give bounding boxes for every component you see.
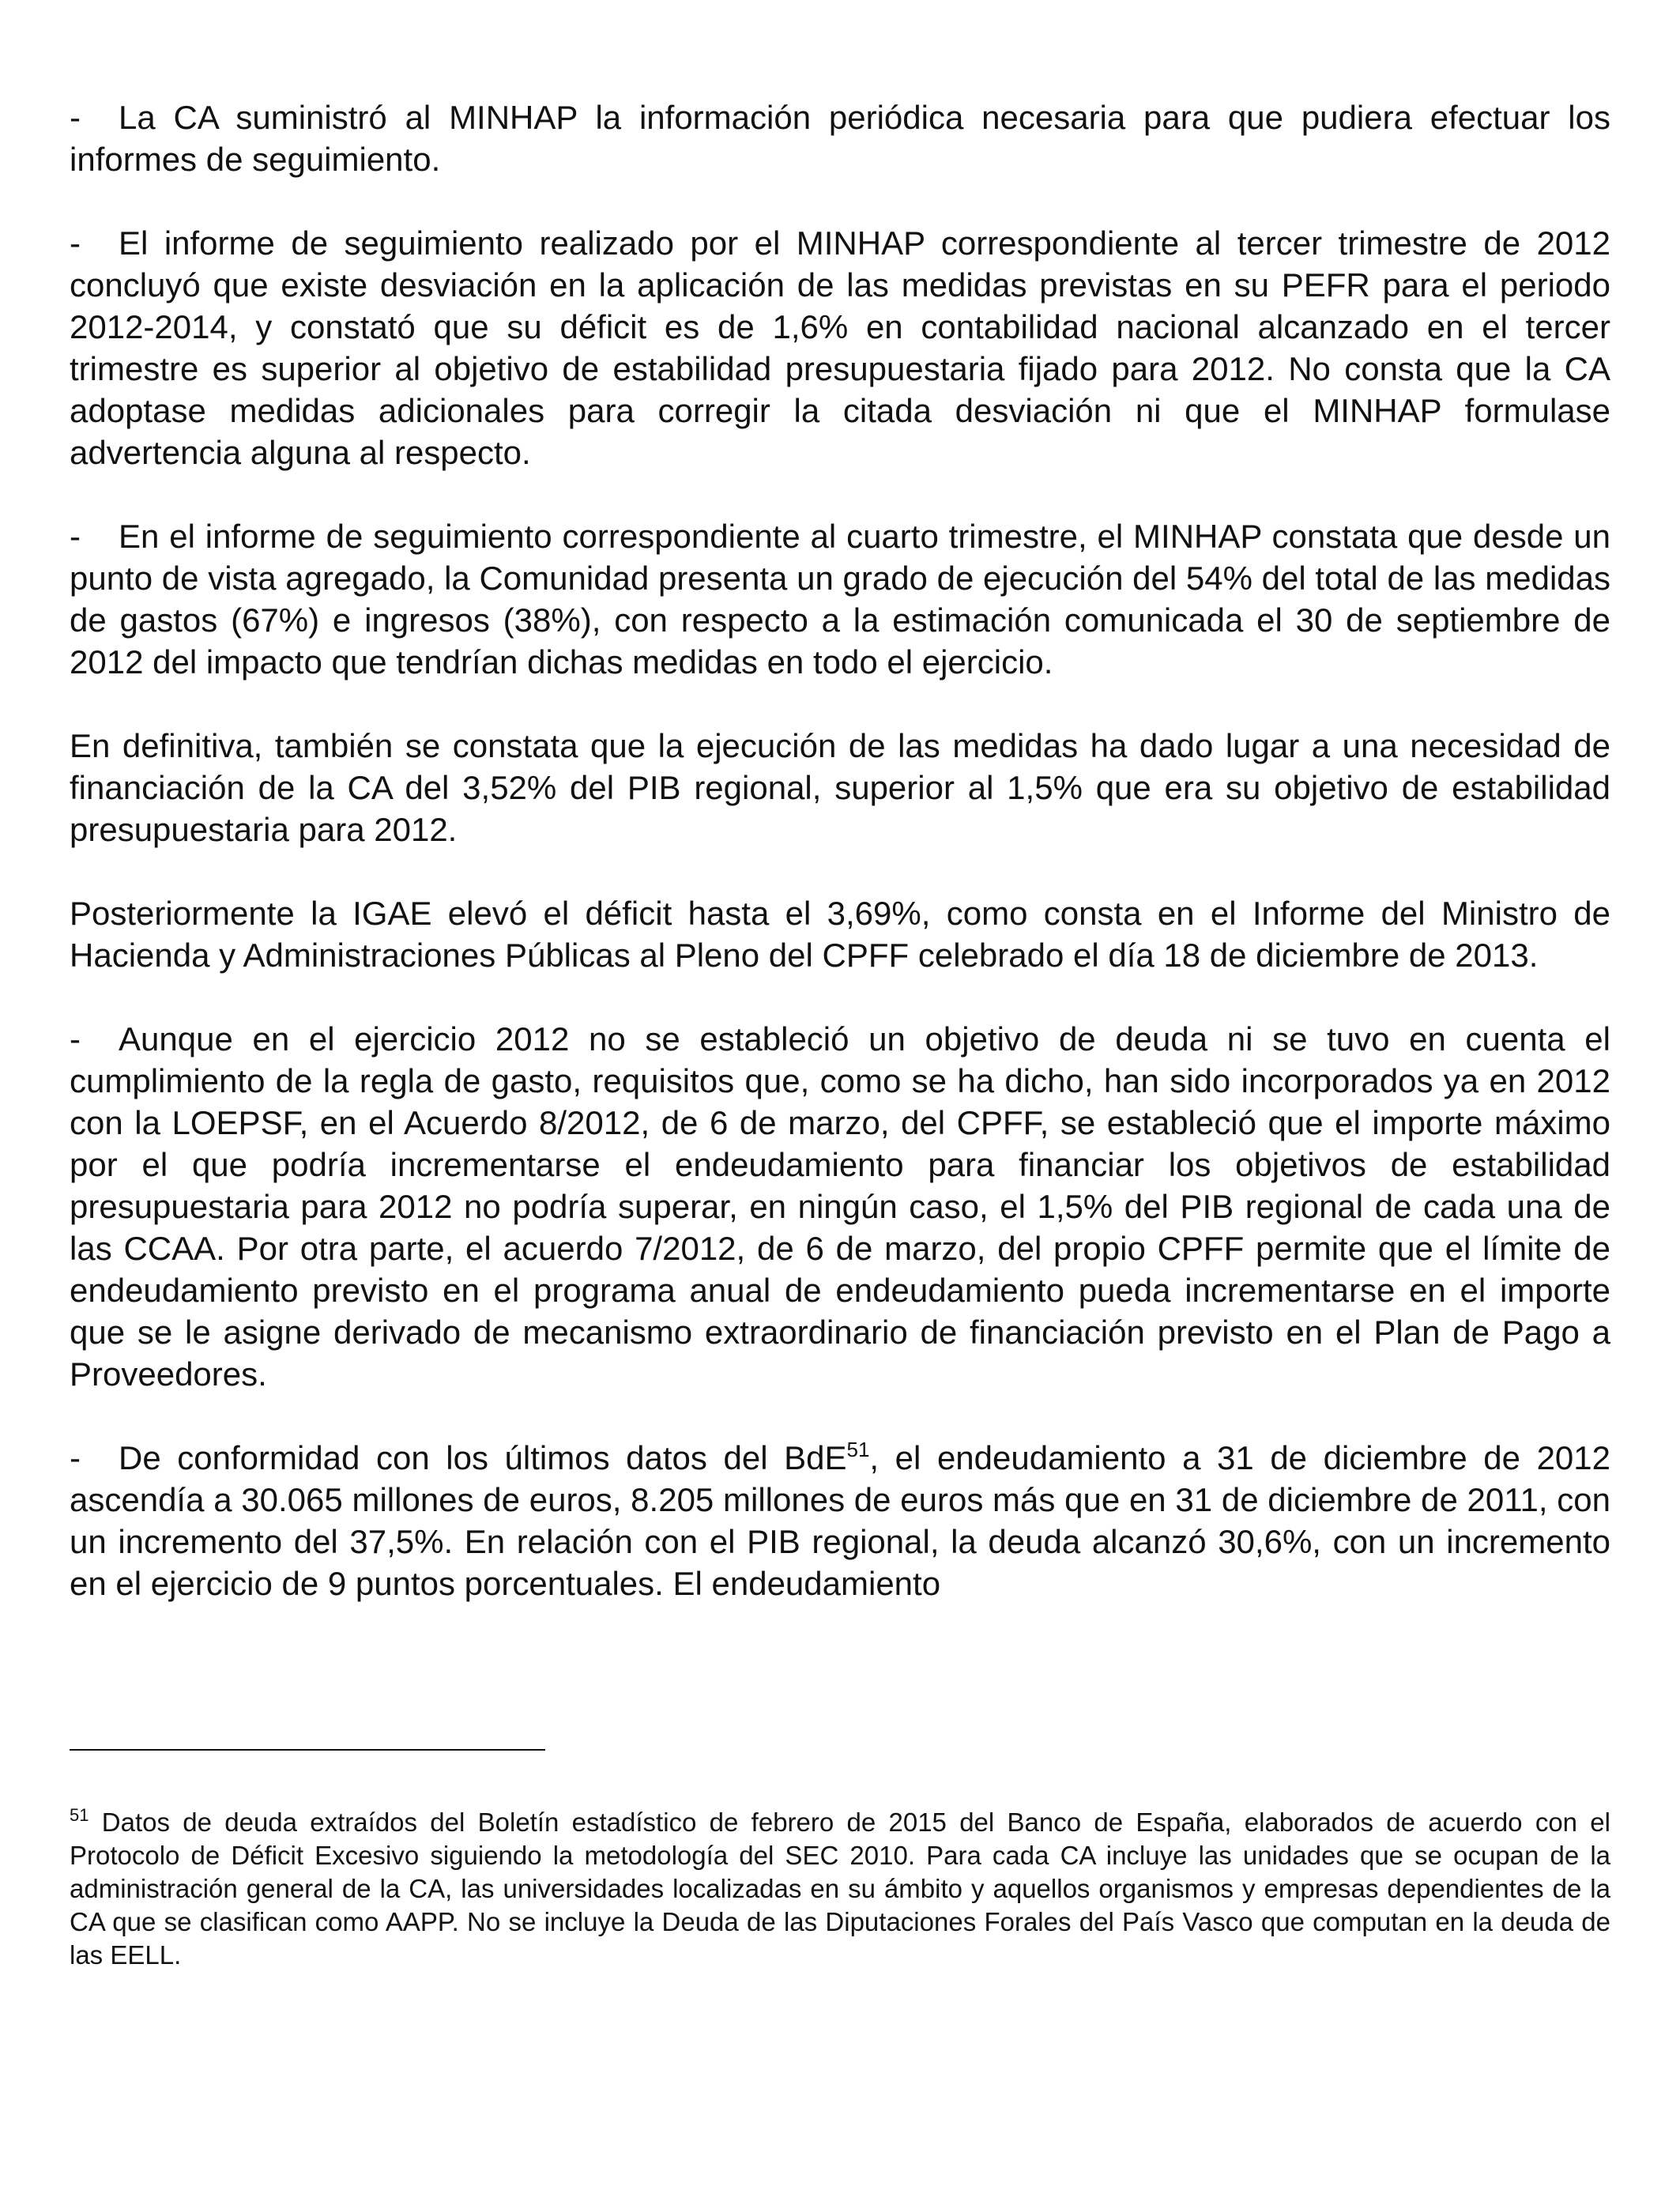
bullet-dash: - xyxy=(70,1439,81,1476)
paragraph-text: En definitiva, también se constata que la ejecución de las medidas ha dado lugar a una necesidad de financiación de la CA del 3,52% del PIB regional, superior al 1,5% que era su objetivo de estabilidad presupuestaria para 2012. xyxy=(70,727,1610,848)
paragraph-bullet-objetivo-deuda xyxy=(70,1018,1610,1395)
paragraph-text: El informe de seguimiento realizado por el MINHAP correspondiente al tercer trimestre de 2012 concluyó que existe desviación en la aplicación de las medidas previstas en su PEFR para el periodo 2012-2014, y constató que su déficit es de 1,6% en contabilidad nacional alcanzado en el tercer trimestre es superior al objetivo de estabilidad presupuestaria fijado para 2012. No consta que la CA adoptase medidas adicionales para corregir la citada desviación ni que el MINHAP formulase advertencia alguna al respecto. xyxy=(70,224,1610,471)
footnote-text: Datos de deuda extraídos del Boletín estadístico de febrero de 2015 del Banco de España, elaborados de acuerdo con el Protocolo de Déficit Excesivo siguiendo la metodología del SEC 2010. Para cada CA incluye las unidades que se ocupan de la administración general de la CA, las universidades localizadas en su ámbito y aquellos organismos y empresas dependientes de la CA que se clasifican como AAPP. No se incluye la Deuda de las Diputaciones Forales del País Vasco que computan en la deuda de las EELL. xyxy=(70,1808,1610,1970)
paragraph-bullet-info-periodica xyxy=(70,96,1610,180)
document-body xyxy=(70,96,1610,1646)
bullet-dash: - xyxy=(70,99,81,136)
footnote xyxy=(70,1806,1610,1972)
paragraph-text-start: De conformidad con los últimos datos del BdE xyxy=(119,1439,847,1476)
bullet-dash: - xyxy=(70,1020,81,1057)
footnote-reference[interactable]: 51 xyxy=(846,1438,870,1461)
paragraph-en-definitiva xyxy=(70,725,1610,850)
paragraph-text: En el informe de seguimiento correspondiente al cuarto trimestre, el MINHAP constata que desde un punto de vista agregado, la Comunidad presenta un grado de ejecución del 54% del total de las medidas de gastos (67%) e ingresos (38%), con respecto a la estimación comunicada el 30 de septiembre de 2012 del impacto que tendrían dichas medidas en todo el ejercicio. xyxy=(70,518,1610,680)
paragraph-bullet-datos-bde xyxy=(70,1437,1610,1604)
bullet-dash: - xyxy=(70,518,81,555)
paragraph-bullet-tercer-trimestre xyxy=(70,222,1610,473)
footnote-separator xyxy=(70,1749,545,1751)
paragraph-bullet-cuarto-trimestre xyxy=(70,515,1610,683)
paragraph-text-end: , el endeudamiento a 31 de diciembre de 2012 ascendía a 30.065 millones de euros, 8.205 millones de euros más que en 31 de diciembre de 2011, con un incremento del 37,5%. En relación con el PIB regional, la deuda alcanzó 30,6%, con un incremento en el ejercicio de 9 puntos porcentuales. El endeudamiento xyxy=(70,1439,1610,1602)
paragraph-text: La CA suministró al MINHAP la información periódica necesaria para que pudiera efectuar los informes de seguimiento. xyxy=(70,99,1610,178)
bullet-dash: - xyxy=(70,224,81,262)
paragraph-text: Posteriormente la IGAE elevó el déficit hasta el 3,69%, como consta en el Informe del Ministro de Hacienda y Administraciones Públicas al Pleno del CPFF celebrado el día 18 de diciembre de 2013. xyxy=(70,895,1610,974)
paragraph-text: Aunque en el ejercicio 2012 no se estableció un objetivo de deuda ni se tuvo en cuenta el cumplimiento de la regla de gasto, requisitos que, como se ha dicho, han sido incorporados ya en 2012 con la LOEPSF, en el Acuerdo 8/2012, de 6 de marzo, del CPFF, se estableció que el importe máximo por el que podría incrementarse el endeudamiento para financiar los objetivos de estabilidad presupuestaria para 2012 no podría superar, en ningún caso, el 1,5% del PIB regional de cada una de las CCAA. Por otra parte, el acuerdo 7/2012, de 6 de marzo, del propio CPFF permite que el límite de endeudamiento previsto en el programa anual de endeudamiento pueda incrementarse en el importe que se le asigne derivado de mecanismo extraordinario de financiación previsto en el Plan de Pago a Proveedores. xyxy=(70,1020,1610,1393)
paragraph-posteriormente xyxy=(70,892,1610,976)
footnote-number: 51 xyxy=(70,1805,89,1825)
